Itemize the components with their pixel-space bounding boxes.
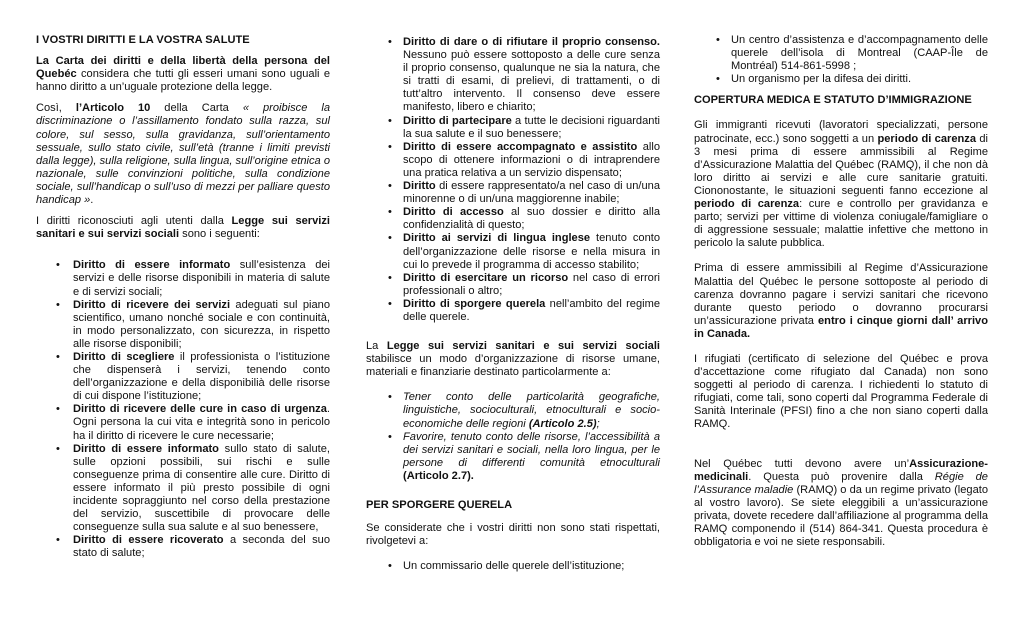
list-item: • Diritto di essere ricoverato a seconda del suo stato di salute; xyxy=(36,534,330,560)
paragraph-law-organization: La Legge sui servizi sanitari e sui servizi sociali stabilisce un modo d’organizzazione di risorse umane, materiali e finanziarie destinato particolarmente a: xyxy=(366,340,661,379)
list-item: • Diritto di scegliere il professionista o l’istituzione che dispenserà i servizi, tenendo conto dell’organizzazione e della disponibilià delle risorse di cui dispone l’istituzione; xyxy=(36,351,330,403)
list-item: • Diritto di essere informato sullo stato di salute, sulle opzioni possibili, sui rischi e sulle conseguenze prima di consentire alle cure. Diritto di essere informato il più presto possibile di ogni incidente sopraggiunto nel corso della prestazione del servizio, suscettibile di provocare delle conseguenze sulla sua salute e al suo benessere, xyxy=(36,443,330,535)
paragraph-complaint: Se considerate che i vostri diritti non sono stati rispettati, rivolgetevi a: xyxy=(366,522,660,548)
objectives-list xyxy=(366,391,660,483)
list-item: • Diritto di essere informato sull’esistenza dei servizi e delle risorse disponibili in materia di salute e di servizi sociali; xyxy=(36,259,330,298)
complaint-list xyxy=(366,560,660,573)
list-item: • Diritto di accesso al suo dossier e diritto alla confidenzialità di questo; xyxy=(366,206,660,232)
section-heading-rights: I VOSTRI DIRITTI E LA VOSTRA SALUTE xyxy=(36,34,250,46)
list-item: • Diritto di dare o di rifiutare il proprio consenso. Nessuno può essere sottoposto a delle cure senza il proprio consenso, qualunque ne sia la natura, che si tratti di esami, di prelievi, di trattamenti, o di tutt’altro intervento. Il consenso deve essere manifesto, libero e chiarito; xyxy=(366,36,660,115)
paragraph-waiting-period: Gli immigranti ricevuti (lavoratori specializzati, persone patrocinate, ecc.) sono soggetti a un periodo di carenza di 3 mesi prima di essere ammissibili al Regime d’Assicurazione Malattia del Québec (RAMQ), il che non dà loro diritto ai servizi e alle cure sanitarie gratuiti. Ciononostante, le situazioni seguenti fanno eccezione al periodo di carenza: cure e controllo per gravidanza e parto; servizi per vittime di violenza coniugale/famigliare o di aggressione sessuale; malattie infettive che mettono in pericolo la salute pubblica. xyxy=(694,119,988,250)
list-item: • Un commissario delle querele dell’istituzione; xyxy=(366,560,660,573)
list-item: • Tener conto delle particolarità geografiche, linguistiche, socioculturali, etnoculturali e socio-economiche delle regioni (Articolo 2.5); xyxy=(366,391,660,430)
rights-list-2 xyxy=(366,36,660,324)
paragraph-private-insurance: Prima di essere ammissibili al Regime d’Assicurazione Malattia del Québec le persone sottoposte al periodo di carenza dovranno pagare i servizi sanitari che ricevono durante questo periodo o dovranno procurarsi un’assicurazione privata entro i cinque giorni dall’ arrivo in Canada. xyxy=(694,262,988,340)
paragraph-refugees: I rifugiati (certificato di selezione del Québec e prova d’accettazione come rifugiato dal Canada) non sono soggetti al periodo di carenza. I richiedenti lo statuto di rifugiati, come tali, sono coperti dal Programma Federale di Sanità Interinale (PFSI) fino a che non siano coperti dalla RAMQ. xyxy=(694,352,988,431)
paragraph-drug-insurance: Nel Québec tutti devono avere un’Assicurazione-medicinali. Questa può provenire dalla Régie de l’Assurance maladie (RAMQ) o da un regime privato (legato al vostro lavoro). Se siete eleggibili a un’assicurazione privata, dovete recedere dall’affiliazione al programma della RAMQ componendo il (514) 864-341. Questa procedura è obbligatoria e voi ne siete responsabili. xyxy=(694,457,988,549)
column-right xyxy=(694,34,988,557)
list-item: • Diritto di sporgere querela nell’ambito del regime delle querele. xyxy=(366,298,660,324)
paragraph-law-intro: I diritti riconosciuti agli utenti dalla Legge sui servizi sanitari e sui servizi sociali sono i seguenti: xyxy=(36,215,330,241)
list-item: • Diritto ai servizi di lingua inglese tenuto conto dell’organizzazione delle risorse e nella misura in cui lo prevede il programma di accesso stabilito; xyxy=(366,232,660,271)
section-heading-complaint: PER SPORGERE QUERELA xyxy=(366,499,513,511)
list-item: • Diritto di essere accompagnato e assistito allo scopo di ottenere informazioni o di intraprendere una pratica relativa a un servizio dispensato; xyxy=(366,141,660,180)
column-middle xyxy=(366,36,660,581)
list-item: • Un centro d’assistenza e d’accompagnamento delle querele dell’isola di Montreal (CAAP-Île de Montréal) 514-861-5998 ; xyxy=(694,34,988,73)
column-left xyxy=(36,34,330,568)
list-item: • Diritto di partecipare a tutte le decisioni riguardanti la sua salute e il suo benessere; xyxy=(366,115,660,141)
complaint-list-continued xyxy=(694,34,988,86)
list-item: • Favorire, tenuto conto delle risorse, l’accessibilità a dei servizi sanitari e sociali, nella loro lingua, per le persone di differenti comunità etnoculturali (Articolo 2.7). xyxy=(366,431,660,483)
section-heading-coverage: COPERTURA MEDICA E STATUTO D’IMMIGRAZIONE xyxy=(694,94,972,107)
list-item: • Diritto di ricevere delle cure in caso di urgenza. Ogni persona la cui vita e integrità sono in pericolo ha il diritto di ricevere le cure necessarie; xyxy=(36,403,330,442)
article-10-quote: « proibisce la discriminazione o l’assillamento fondato sulla razza, sul colore, sul sesso, sulla gravidanza, sull’orientamento sessuale, sullo stato civile, sull’età (tranne i limiti previsti dalla legge), sulla religione, sulla lingua, sull’origine etnica o nazionale, sulle convinzioni politiche, sulla condizione sociale, sull’handicap o sull’uso di mezzi per palliare questo handicap » xyxy=(36,102,330,207)
list-item: • Diritto di esercitare un ricorso nel caso di errori professionali o altro; xyxy=(366,272,660,298)
paragraph-article-10: Così, l’Articolo 10 della Carta « proibisce la discriminazione o l’assillamento fondato sulla razza, sul colore, sul sesso, sulla gravidanza, sull’orientamento sessuale, sullo stato civile, sull’età (tranne i limiti previsti dalla legge), sulla religione, sulla lingua, sull’origine etnica o nazionale, sulle convinzioni politiche, sulla condizione sociale, sull’handicap o sull’uso di mezzi per palliare questo handicap ». xyxy=(36,102,330,207)
list-item: • Diritto di ricevere dei servizi adeguati sul piano scientifico, umano nonché sociale e con continuità, in modo personalizzato, con sicurezza, in rispetto alle risorse disponibili; xyxy=(36,299,330,351)
list-item: • Un organismo per la difesa dei diritti. xyxy=(694,73,988,86)
paragraph-charter: La Carta dei diritti e della libertà della persona del Quebéc considera che tutti gli esseri umani sono uguali e hanno diritto a un’uguale protezione della legge. xyxy=(36,55,330,94)
list-item: • Diritto di essere rappresentato/a nel caso di un/una minorenne o di un/una maggiorenne inabile; xyxy=(366,180,660,206)
rights-list-1 xyxy=(36,259,330,560)
charter-name: La Carta dei diritti e della libertà della persona del Quebéc xyxy=(36,55,330,81)
